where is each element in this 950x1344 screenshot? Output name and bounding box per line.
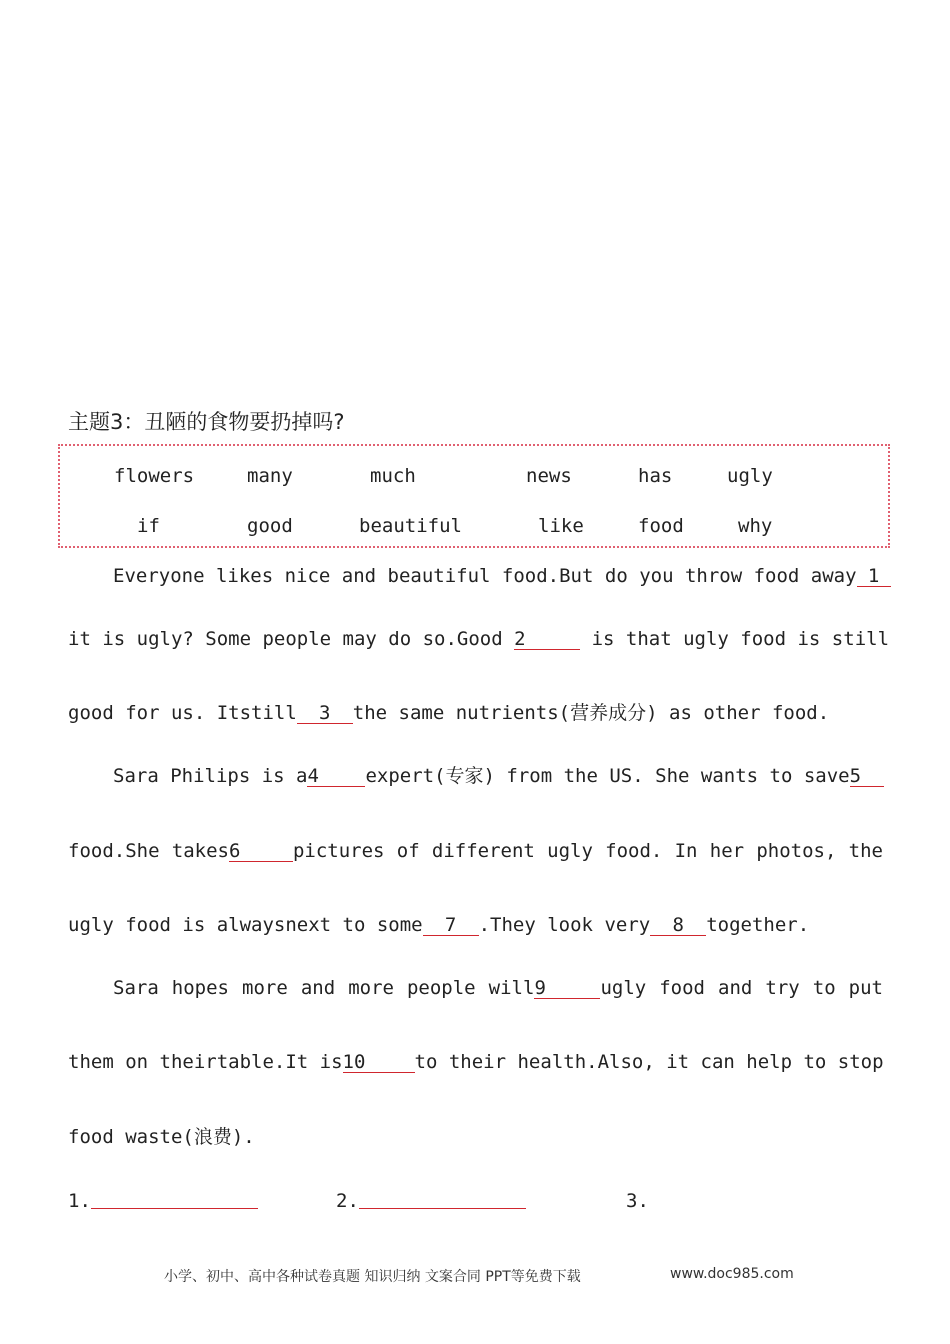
passage-text: .They look very	[478, 914, 651, 936]
blank-9: 9	[534, 978, 600, 999]
passage-line	[113, 765, 883, 787]
answer-field-2[interactable]	[359, 1208, 526, 1209]
passage-line	[68, 628, 890, 650]
passage-text: together.	[706, 914, 810, 936]
footer-text: 小学、初中、高中各种试卷真题 知识归纳 文案合同 PPT等免费下载	[164, 1269, 581, 1285]
blank-5: 5	[850, 766, 884, 787]
blank-3: 3	[297, 703, 353, 724]
passage-text: Sara Philips is a	[113, 765, 308, 787]
word-bank-item: food	[638, 515, 684, 537]
blank-10: 10	[343, 1052, 415, 1073]
passage-line	[68, 840, 883, 862]
passage-text: ugly food and try to put	[600, 977, 883, 999]
word-bank-item: good	[247, 515, 293, 537]
word-bank-item: flowers	[114, 465, 195, 487]
passage-text: food.She takes	[68, 840, 229, 862]
answer-label-2: 2.	[336, 1190, 359, 1212]
topic-title: 主题3：丑陋的食物要扔掉吗?	[68, 410, 345, 434]
blank-4: 4	[307, 766, 365, 787]
passage-text: ugly food is alwaysnext to some	[68, 914, 423, 936]
passage-line	[68, 1126, 883, 1148]
passage-text: food waste(浪费).	[68, 1126, 255, 1148]
passage-text: Everyone likes nice and beautiful food.But do you throw food away	[113, 565, 857, 587]
passage-text: the same nutrients(营养成分) as other food.	[352, 702, 830, 724]
passage-text: to their health.Also, it can help to stop	[414, 1051, 884, 1073]
answer-field-1[interactable]	[91, 1208, 258, 1209]
passage-text: good for us. Itstill	[68, 702, 297, 724]
answer-label-3: 3.	[626, 1190, 649, 1212]
blank-6: 6	[229, 841, 293, 862]
passage-text: expert(专家) from the US. She wants to save	[365, 765, 850, 787]
word-bank	[58, 444, 890, 548]
passage-line	[68, 565, 883, 587]
answer-label-1: 1.	[68, 1190, 91, 1212]
passage-line	[68, 702, 883, 724]
passage-text: Sara hopes more and more people will	[113, 977, 535, 999]
blank-1: 1	[857, 566, 891, 587]
passage-text: pictures of different ugly food. In her photos, the	[292, 840, 883, 862]
blank-2: 2	[514, 629, 580, 650]
word-bank-item: much	[370, 465, 416, 487]
word-bank-item: beautiful	[359, 515, 462, 537]
word-bank-item: if	[137, 515, 160, 537]
blank-8: 8	[650, 915, 706, 936]
passage-line	[68, 1051, 883, 1073]
passage-text: is that ugly food is still	[591, 628, 890, 650]
word-bank-item: has	[638, 465, 673, 487]
word-bank-item: many	[247, 465, 293, 487]
passage-text: it is ugly? Some people may do so.Good	[68, 628, 503, 650]
word-bank-item: why	[738, 515, 773, 537]
footer-link[interactable]: www.doc985.com	[670, 1266, 794, 1282]
passage-text: them on theirtable.It is	[68, 1051, 343, 1073]
blank-7: 7	[423, 915, 479, 936]
word-bank-item: ugly	[727, 465, 773, 487]
passage-line	[68, 914, 883, 936]
word-bank-item: news	[526, 465, 572, 487]
passage-line	[113, 977, 883, 999]
word-bank-item: like	[538, 515, 584, 537]
